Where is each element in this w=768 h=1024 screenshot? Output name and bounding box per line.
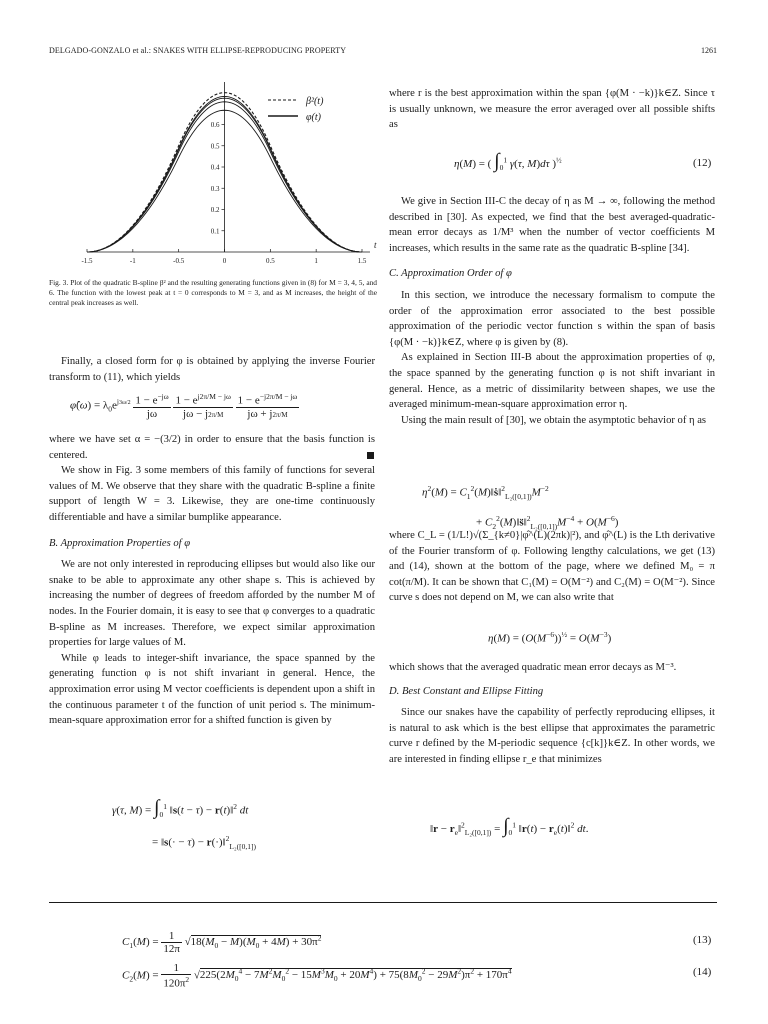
x-tick-label: 0	[222, 257, 227, 265]
paragraph: Using the main result of [30], we obtain the asymptotic behavior of η as	[401, 414, 707, 426]
right-column-mid	[389, 194, 715, 428]
x-axis-label: t	[374, 240, 377, 250]
qed-square	[367, 452, 374, 459]
left-column-p2	[49, 432, 375, 729]
y-tick-label: 0.3	[210, 184, 220, 193]
equation-number-12: (12)	[693, 157, 712, 169]
y-tick-label: 0.2	[210, 206, 220, 214]
equation-gamma: γ(τ, $M) = \int_0^1$ ‖s(t − τ) − r(t)‖$^2$ dt = ‖s(· − τ) − r(·)‖$^2_{L_2([0,1])}$	[112, 796, 256, 851]
x-tick-label: -1	[129, 257, 136, 265]
figure-caption: Fig. 3. Plot of the quadratic B-spline β² and the resulting generating functions given in (8) for M = 3, 4, 5, and 6. The function with the lowest peak at t = 0 corresponds to M = 3, and as M increases, the height of the central peak increases as well.	[49, 278, 377, 307]
running-title: DELGADO-GONZALO et al.: SNAKES WITH ELLIPSE-REPRODUCING PROPERTY	[49, 46, 347, 55]
equation-eta-order: $\eta(M) = (O(M^{-6}))^{\frac{1}{2}} = O(M^{-3})$	[488, 630, 612, 645]
equation-c1: $C_1(M)$ = $\frac{1}{12\pi}$ $√18(M_0 - M)(M_0 + 4M) + 30\pi^2$	[122, 930, 322, 955]
paragraph: where r is the best approximation within the span {φ(M · −k)}k∈Z. Since τ is usually unknown, we measure the error averaged over all possible shifts as	[389, 88, 715, 131]
page-number: 1261	[701, 46, 717, 55]
paragraph: While φ leads to integer-shift invariance, the space spanned by the generating function φ is not shift invariant in general. Hence, the approximation error using M vector coefficients is dependent upon a shift in the continuous parameter t of the function of unit period s. The minimum-mean-square approximation error for a shifted function is given by	[49, 652, 375, 727]
x-tick-label: 0.5	[265, 257, 275, 265]
equation-number-13: (13)	[693, 934, 712, 946]
y-tick-label: 0.4	[210, 163, 220, 172]
equation-phi-closed-form: φ̂(ω) = $\lambda_0e^{j3\omega/2}$ $\frac{1 - e^{-j\omega}}{j\omega}$ $\frac{1 - e^{j2\pi/M - j\omega}}{j\omega - j2\pi/M}$ $\frac{1 - e^{-j2\pi/M - j\omega}}{j\omega + j2\pi/M}$	[70, 392, 298, 420]
right-column-bottom	[389, 660, 715, 768]
paragraph: Finally, a closed form for φ is obtained by applying the inverse Fourier transform to (11), which yields	[49, 356, 375, 383]
x-tick-label: -0.5	[173, 257, 185, 265]
paragraph: Since our snakes have the capability of perfectly reproducing ellipses, it is natural to ask which is the best ellipse that approximates the parametric curve r defined by the M-periodic sequence {c[k]}k∈Z. In other words, we are interested in finding ellipse r_e that minimizes	[389, 707, 715, 765]
section-heading-d: D. Best Constant and Ellipse Fitting	[389, 685, 544, 697]
equation-c2: $C_2(M)$ = $\frac{1}{120\pi^2}$ $√225(2M_0^4 - 7M^2M_0^2 - 15M^3M_0 + 20M^4) + 75(8M_0^2 - 29M^2)\pi^2 + 170\pi^4$	[122, 962, 512, 990]
paragraph: where C_L = (1/L!)√(Σ_{k≠0}|φ̂^(L)(2πk)|²), and φ̂^(L) is the Lth derivative of the Fourier transform of φ. Following lengthy calculations, we get (13) and (14), shown at the bottom of the page, where we defined M₀ = π cot(π/M). It can be shown that C₁(M) = O(M⁻²) and C₂(M) = O(M⁻²). Since curve s does not depend on M, we can also write that	[389, 530, 715, 604]
footer-rule	[49, 902, 717, 903]
legend-label: φ(t)	[306, 112, 321, 123]
paragraph: where we have set α = −(3/2) in order to ensure that the basis function is centered.	[49, 434, 375, 461]
y-tick-label: 0.1	[210, 227, 220, 236]
y-tick-label: 0.5	[210, 142, 220, 151]
legend-label: β²(t)	[306, 96, 324, 107]
paragraph: In this section, we introduce the necessary formalism to compute the order of the approximation error associated to the best possible approximation of the periodic vector function s within the span of basis {φ(M · −k)}k∈Z, where φ is given by (8).	[389, 289, 715, 348]
right-column-lower	[389, 528, 715, 606]
paragraph: which shows that the averaged quadratic mean error decays as M⁻³.	[389, 662, 677, 673]
paragraph: As explained in Section III-B about the approximation properties of φ, the space spanned by the generating function φ is not shift invariant in general. Hence, as a metric of dissimilarity between shapes, we use the averaged minimum-mean-square approximation error η.	[389, 352, 715, 411]
left-column-p1	[49, 354, 375, 385]
x-tick-label: 1	[314, 257, 318, 265]
paragraph: We show in Fig. 3 some members of this family of functions for several values of M. We observe that they share with the quadratic B-spline a finite support of length W = 3. Likewise, they are one-time continuously differentiable and have a similar bumplike appearance.	[49, 465, 375, 523]
section-heading-b: B. Approximation Properties of φ	[49, 537, 191, 549]
equation-ellipse-fit: ‖r − $r_e‖^2_{L_2([0,1])} = \int_0^1$ ‖r(t) − $r_e(t)‖^2$ dt.	[430, 815, 589, 838]
equation-eta: η(M) = ( $\int_0^1$ γ(τ, M)dτ )$^{\frac{1}{2}}$	[454, 150, 562, 173]
equation-eta-squared: $\eta^2(M)$ = $C_1^2(M)‖ṡ‖^2_{L_2([0,1])}M^{-2}$ + $C_2^2(M)‖s̈‖^2_{L_2([0,1])}M^{-4} + O(M^{-6})$	[422, 484, 619, 531]
figure-3-chart	[40, 80, 380, 270]
equation-number-14: (14)	[693, 966, 712, 978]
paragraph: We give in Section III-C the decay of η as M → ∞, following the method described in [30]. As expected, we find that the best averaged-quadratic-mean error decays as 1/M³ when the number of vector coefficients M increases, which results in the same rate as the quadratic B-spline [34].	[389, 196, 715, 254]
paragraph: We are not only interested in reproducing ellipses but would also like our snake to be able to approximate any other shape s. This is achieved by increasing the number of degrees of freedom afforded by the number M of nodes. In the Fourier domain, it is easy to see that φ converges to a quadratic B-spline as M increases. Therefore, we expect similar approximation properties for large values of M.	[49, 559, 375, 649]
x-tick-label: 1.5	[357, 257, 367, 265]
right-column-top	[389, 86, 715, 133]
x-tick-label: -1.5	[81, 257, 93, 265]
section-heading-c: C. Approximation Order of φ	[389, 268, 512, 280]
y-tick-label: 0.6	[210, 121, 220, 129]
